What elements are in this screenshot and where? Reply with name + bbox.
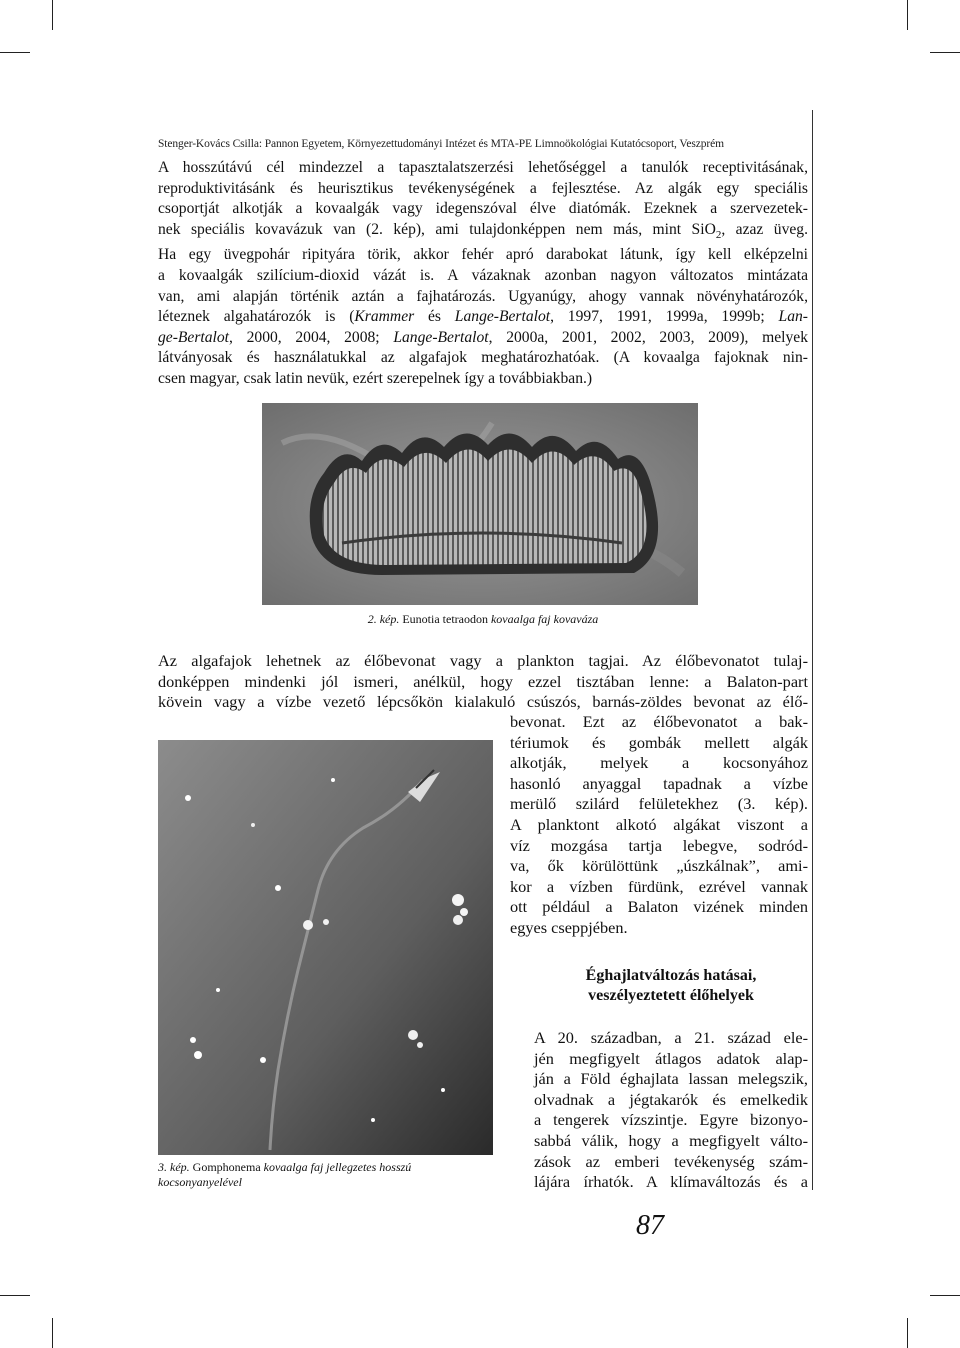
crop-mark xyxy=(0,52,30,53)
crop-mark xyxy=(907,0,908,30)
text-line: sabbá válik, hogy a megfigyelt válto- xyxy=(534,1130,808,1150)
crop-mark xyxy=(907,1318,908,1348)
text-line: jén megfigyelt átlagos adatok alap- xyxy=(534,1048,808,1068)
text-line: csen magyar, csak latin nevük, ezért szerepelnek így a továbbiakban.) xyxy=(158,370,593,388)
text-line: Ha egy üvegpohár ripityára törik, akkor fehér apró darabokat látunk, így kell elképzelni xyxy=(158,246,808,264)
crop-mark xyxy=(930,1295,960,1296)
text-line: bevonat. Ezt az élőbevonatot a bak- xyxy=(510,712,808,731)
text-line: ott például a Balaton vizének minden xyxy=(510,897,808,917)
text-line-citations: léteznek algahatározók is (Krammer és Lange-Bertalot, 1997, 1991, 1999a, 1999b; Lan- xyxy=(158,308,808,326)
gomphonema-micrograph xyxy=(158,740,493,1155)
text-line: csoportját alkotják a kovaalgák vagy idegenszóval élve diatómák. Ezeknek a szervezetek- xyxy=(158,200,808,218)
text-line: A 20. században, a 21. század ele- xyxy=(534,1028,808,1047)
crop-mark xyxy=(930,52,960,53)
text-line: ján a Föld éghajlata lassan melegszik, xyxy=(534,1069,808,1089)
text-line: hasonló anyaggal tapadnak a vízbe xyxy=(510,773,808,793)
intro-paragraph xyxy=(158,158,808,390)
text-line: merülő szilárd felületekhez (3. kép). xyxy=(510,794,808,814)
figure2-caption: 3. kép. Gomphonema kovaalga faj jellegzetes hosszú kocsonyanyelével xyxy=(158,1160,412,1189)
text-line: a kovaalgák szilícium-dioxid vázát is. A vázaknak azonban nagyon változatos mintázata xyxy=(158,267,808,285)
biofilm-paragraph xyxy=(158,651,808,713)
text-line: A hosszútávú cél mindezzel a tapasztalatszerzési lehetőséggel a tanulók receptivitásának, xyxy=(158,159,808,176)
text-line: látványosak és használatukkal az algafajok meghatározhatóak. (A kovaalga fajoknak nin- xyxy=(158,349,808,367)
margin-rule xyxy=(812,110,813,1190)
climate-paragraph xyxy=(534,1028,808,1193)
running-header: Stenger-Kovács Csilla: Pannon Egyetem, Környezettudományi Intézet és MTA-PE Limnoökológiai Kutatócsoport, Veszprém xyxy=(158,138,724,150)
text-line: tériumok és gombák mellett algák xyxy=(510,732,808,752)
text-line: Az algafajok lehetnek az élőbevonat vagy a plankton tagjai. Az élőbevonatot tulaj- xyxy=(158,651,808,670)
text-line: zások az emberi tevékenység szám- xyxy=(534,1151,808,1171)
text-line: va, ők körülöttünk „úszkálnak”, ami- xyxy=(510,856,808,876)
text-line: víz mozgása tartja lebegve, sodród- xyxy=(510,835,808,855)
plankton-paragraph xyxy=(510,712,808,939)
text-line: lájára írhatók. A klímaváltozás és a xyxy=(534,1172,808,1192)
text-line: reproduktivitásánk és heurisztikus tevékenységének a fejlesztése. Az algák egy speciális xyxy=(158,179,808,197)
eunotia-micrograph xyxy=(262,403,698,605)
figure1-caption: 2. kép. Eunotia tetraodon kovaalga faj kovaváza xyxy=(367,612,599,626)
text-line: van, ami alapján történik aztán a fajhatározás. Ugyanúgy, ahogy vannak növényhatározók, xyxy=(158,287,808,305)
text-line: kövein vagy a vízbe vezető lépcsőkön kialakuló csúszós, barnás-zöldes bevonat az élő- xyxy=(158,692,808,712)
crop-mark xyxy=(52,0,53,30)
text-line-citations: ge-Bertalot, 2000, 2004, 2008; Lange-Bertalot, 2000a, 2001, 2002, 2003, 2009), melyek xyxy=(158,328,809,346)
text-line: donképpen mindenki jól ismeri, anélkül, hogy ezzel tisztában lenne: a Balaton-part xyxy=(158,671,808,691)
text-line: alkotják, melyek a kocsonyához xyxy=(510,753,808,773)
text-line-sio2: nek speciális kovavázuk van (2. kép), ami tulajdonképpen nem más, mint SiO$_2$, azaz üveg. xyxy=(158,220,808,241)
text-line: a tengerek vízszintje. Egyre bizonyo- xyxy=(534,1110,808,1130)
crop-mark xyxy=(0,1295,30,1296)
section-heading: Éghajlatváltozás hatásai, veszélyeztetett élőhelyek xyxy=(585,967,757,1004)
text-line: olvadnak a jégtakarók és emelkedik xyxy=(534,1089,808,1109)
crop-mark xyxy=(52,1318,53,1348)
text-line: A planktont alkotó algákat viszont a xyxy=(510,814,808,834)
text-line: egyes cseppjében. xyxy=(510,917,628,937)
page-number: 87 xyxy=(636,1210,664,1241)
text-line: kor a vízben fürdünk, ezrével vannak xyxy=(510,876,808,896)
